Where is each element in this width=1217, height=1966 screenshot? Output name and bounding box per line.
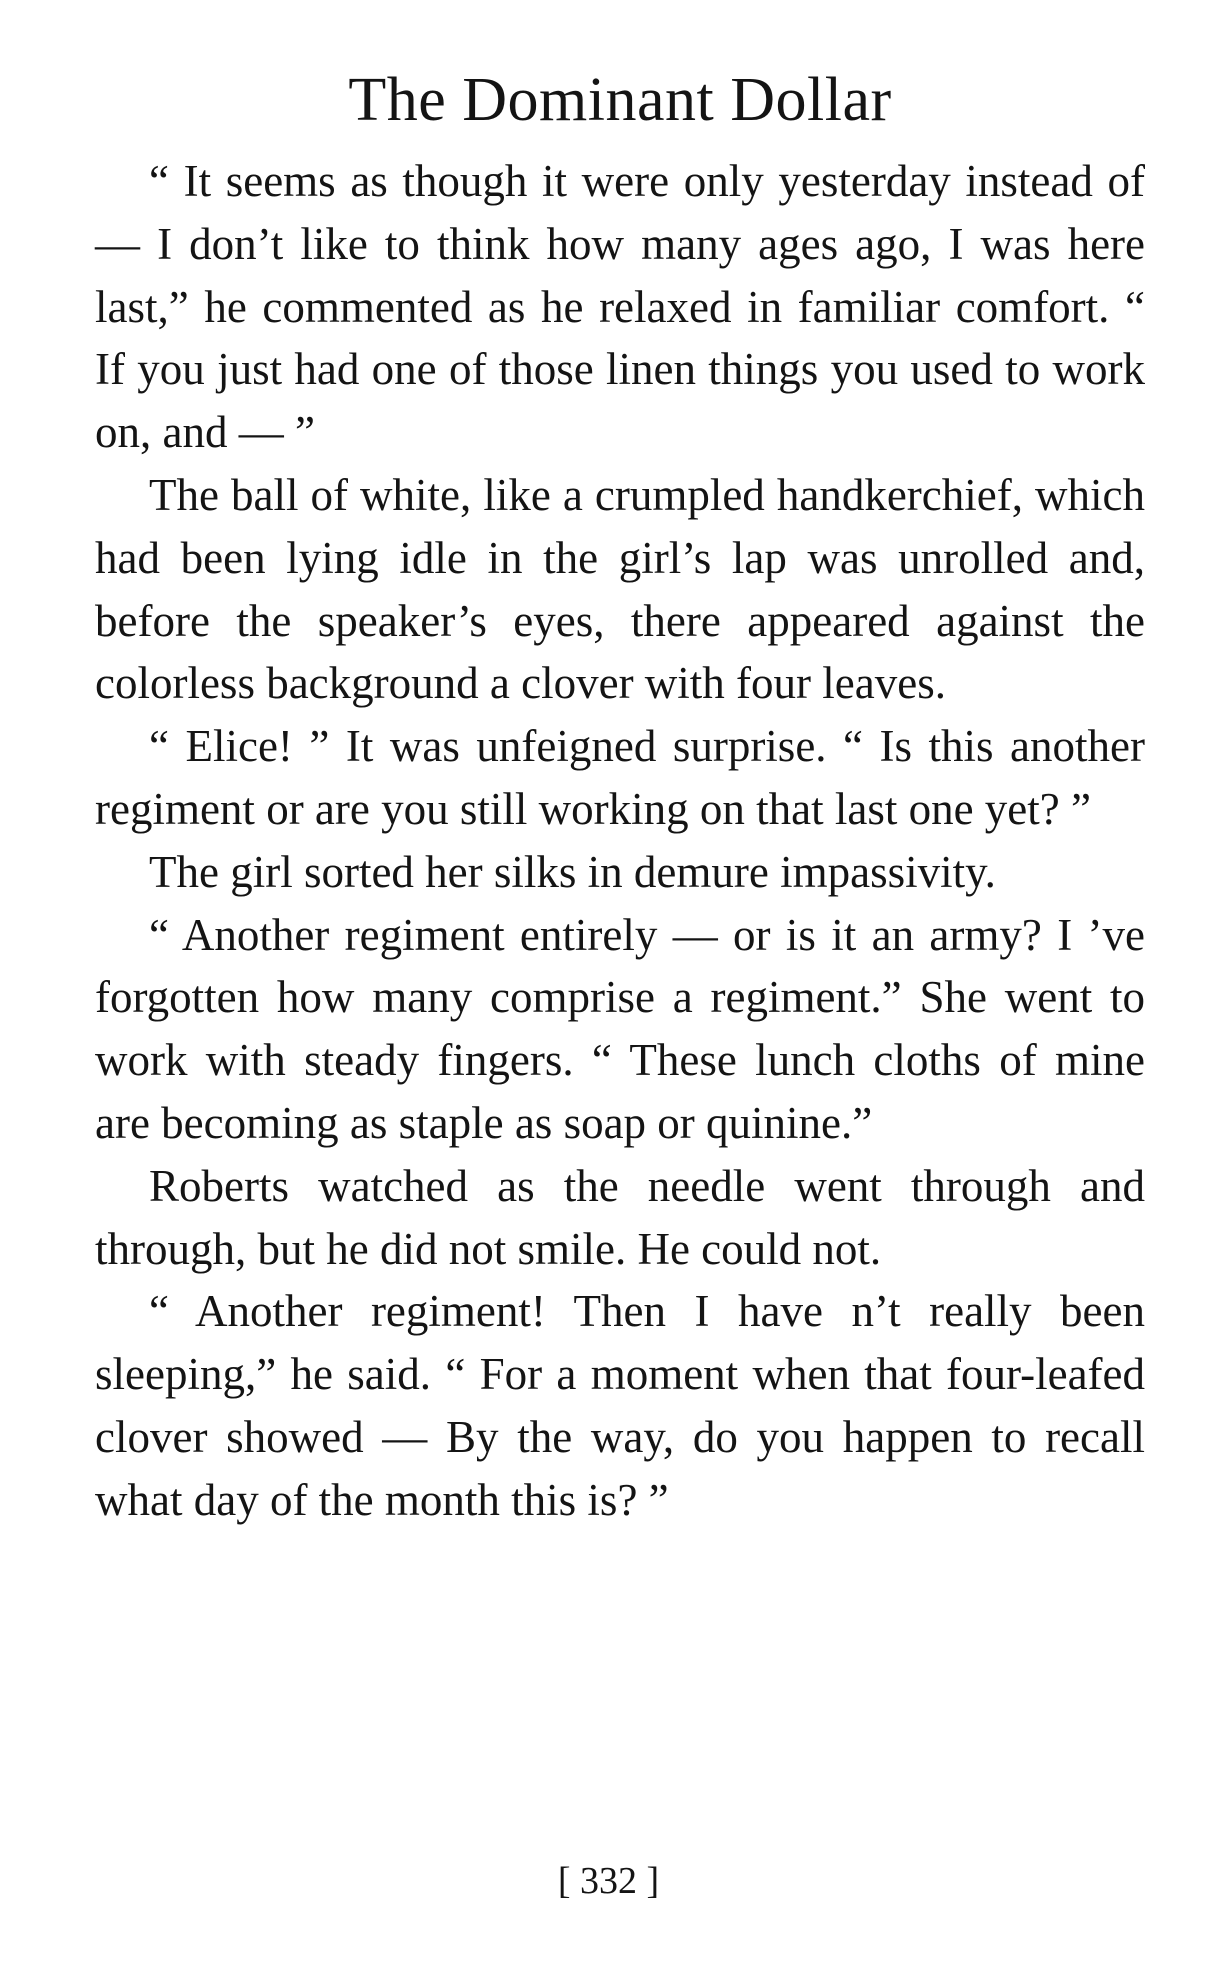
paragraph: “ Another regiment entirely — or is it an army? I ’ve forgotten how many comprise a regiment.” She went to work with steady fingers. “ These lunch cloths of mine are becoming as staple as soap or quinine.”: [95, 909, 1145, 1148]
body-text: [95, 150, 1145, 1532]
paragraph: The girl sorted her silks in demure impassivity.: [149, 846, 996, 897]
paragraph: Roberts watched as the needle went through and through, but he did not smile. He could not.: [95, 1160, 1145, 1274]
paragraph: The ball of white, like a crumpled handkerchief, which had been lying idle in the girl’s lap was unrolled and, before the speaker’s eyes, there appeared against the colorless background a clover with four leaves.: [95, 469, 1145, 709]
book-page: [95, 58, 1145, 1532]
paragraph: “ Another regiment! Then I have n’t really been sleeping,” he said. “ For a moment when that four-leafed clover showed — By the way, do you happen to recall what day of the month this is? ”: [95, 1286, 1145, 1525]
paragraph: “ It seems as though it were only yesterday instead of — I don’t like to think how many ages ago, I was here last,” he commented as he relaxed in familiar comfort. “ If you just had one of those linen things you used to work on, and — ”: [95, 156, 1145, 458]
page-number: [ 332 ]: [557, 1860, 660, 1902]
running-head: The Dominant Dollar: [348, 66, 892, 134]
paragraph: “ Elice! ” It was unfeigned surprise. “ Is this another regiment or are you still working on that last one yet? ”: [95, 721, 1145, 834]
